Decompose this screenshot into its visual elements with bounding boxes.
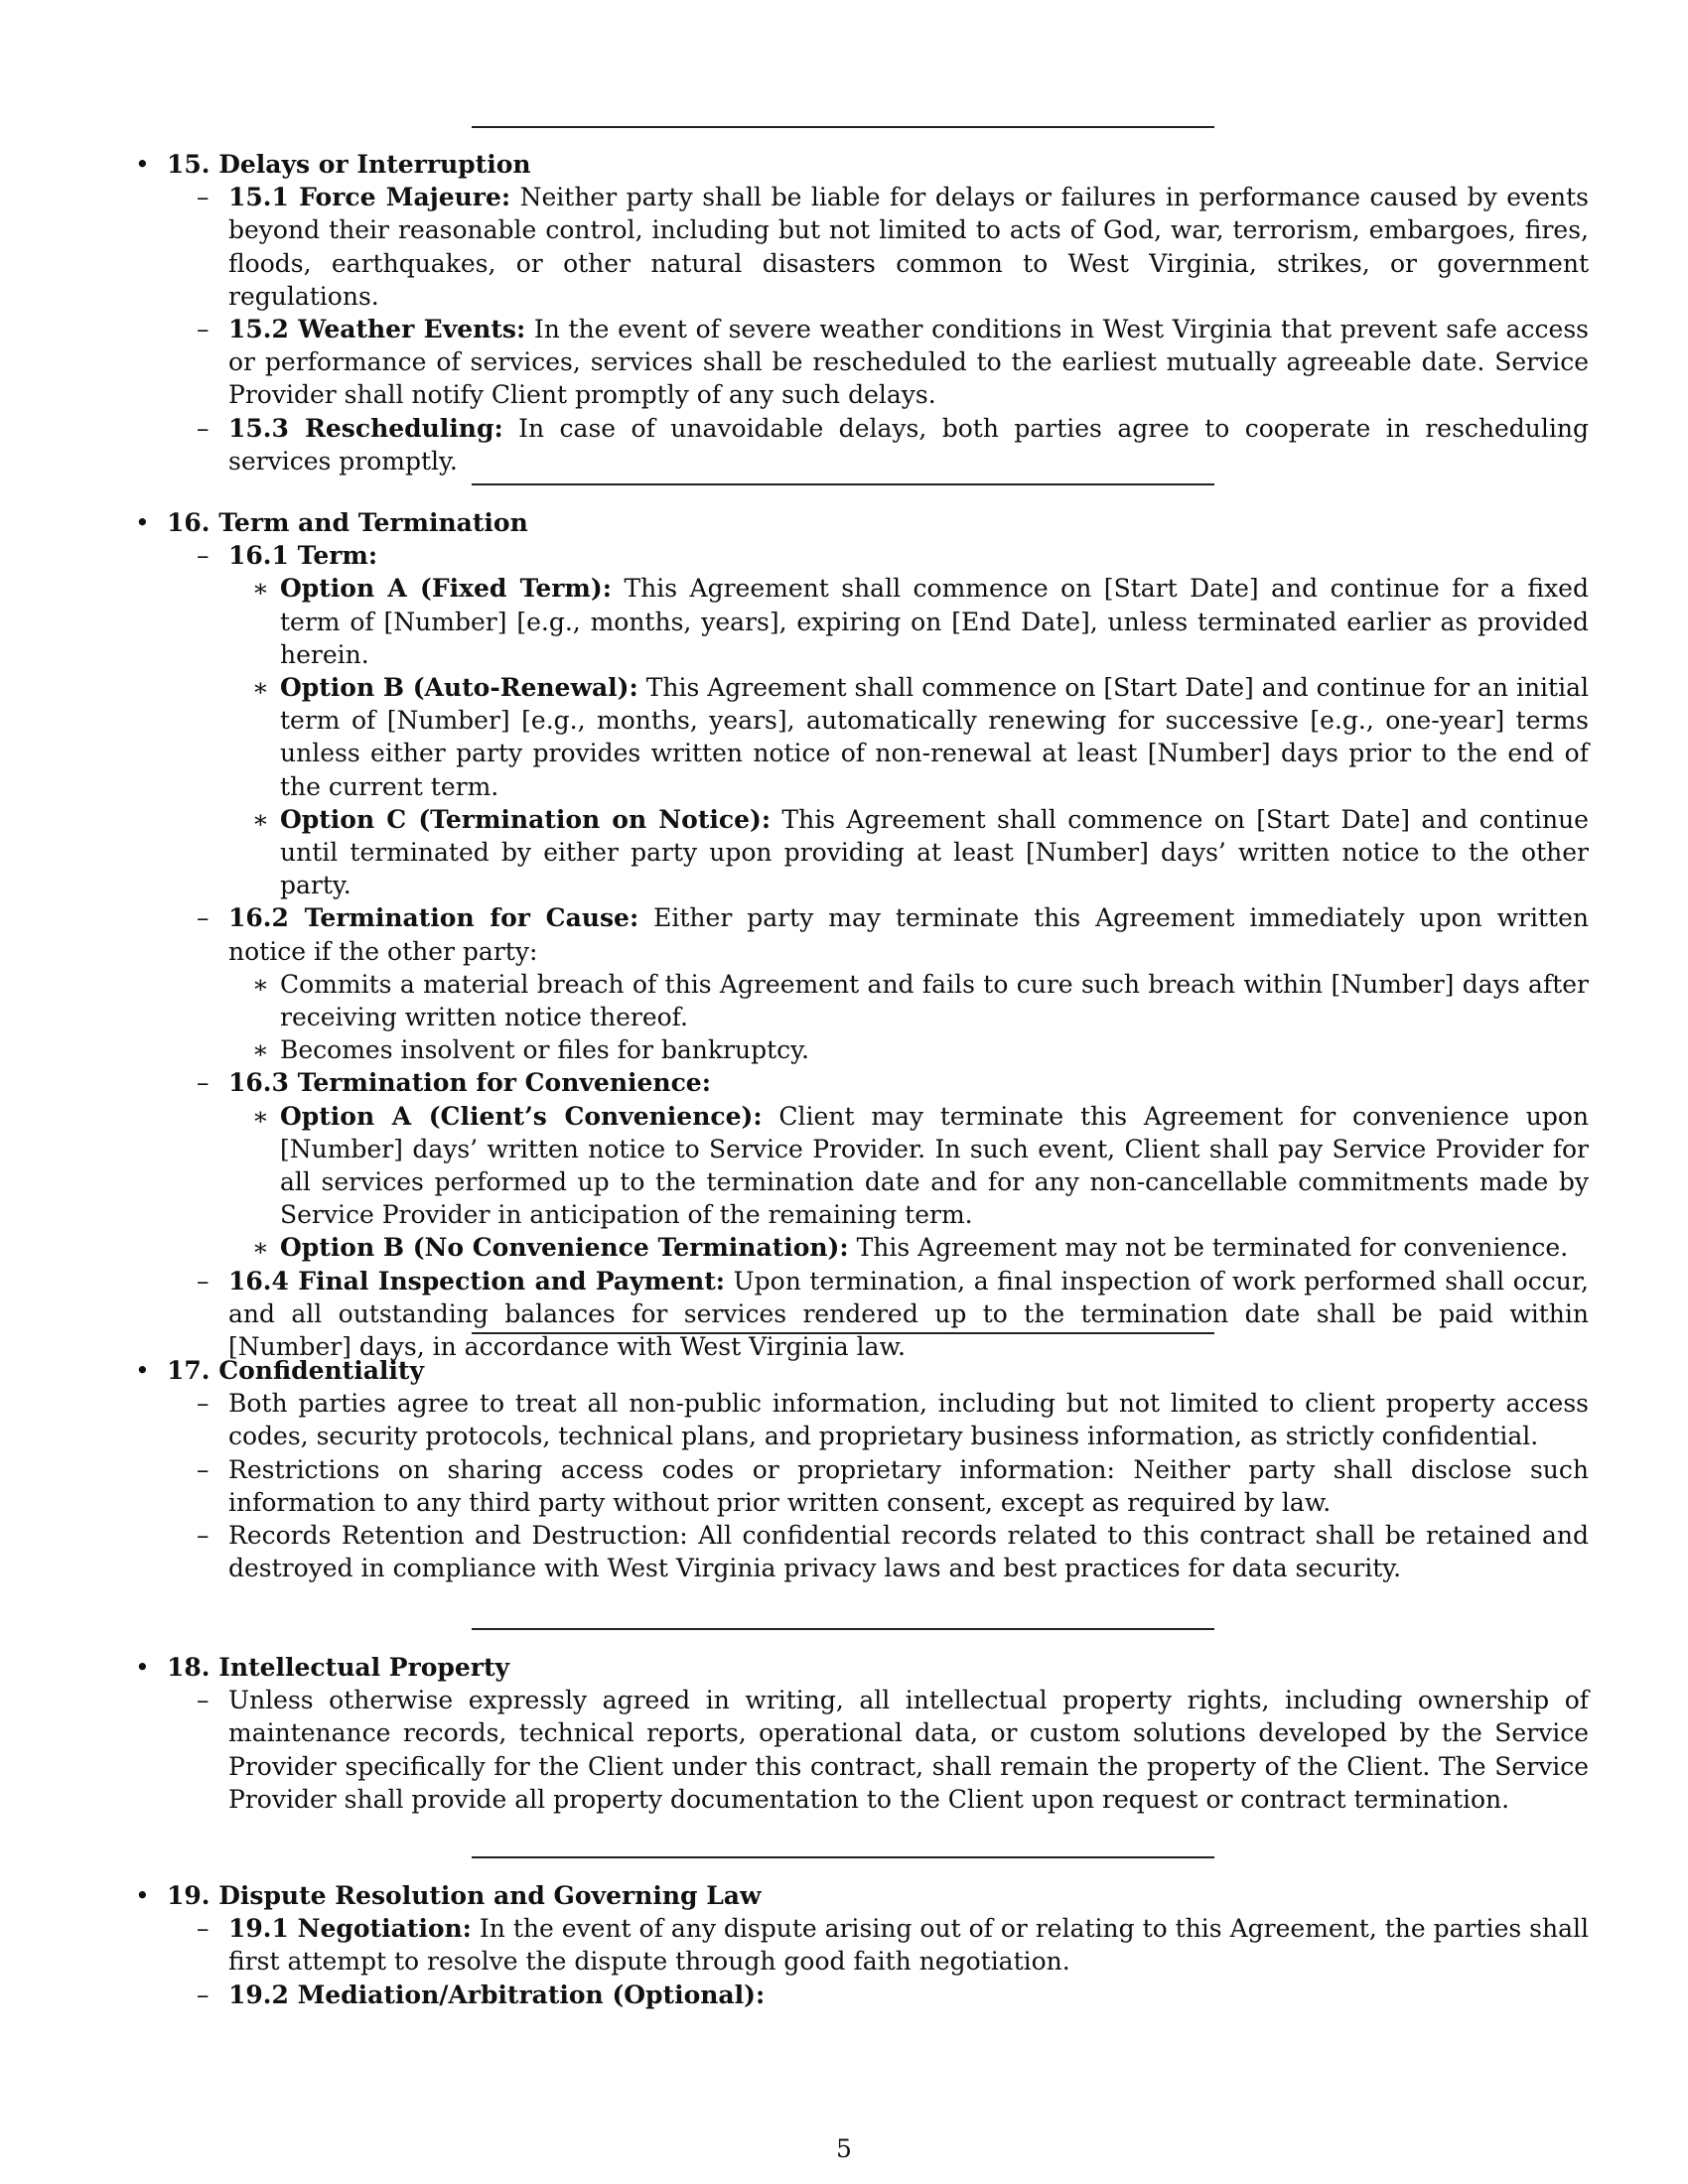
clause-text: Records Retention and Destruction: All confidential records related to this contract shall be retained and destroyed in compliance with West Virginia privacy laws and best practices for data security.	[228, 1521, 1589, 1583]
bullet-glyph: •	[135, 1653, 150, 1682]
list-item	[129, 968, 1589, 1033]
section-17	[129, 1354, 1589, 1584]
clause-text: Unless otherwise expressly agreed in writing, all intellectual property rights, including ownership of maintenance records, technical reports, operational data, or custom solutions developed by the Service Provider specifically for the Client under this contract, shall remain the property of the Client. The Service Provider shall provide all property documentation to the Client upon request or contract termination.	[228, 1686, 1589, 1814]
option-label: Option B (No Convenience Termination):	[280, 1233, 849, 1263]
clause-text: In the event of severe weather conditions in West Virginia that prevent safe access or performance of services, services shall be rescheduled to the earliest mutually agreeable date. Service Provider shall notify Client promptly of any such delays.	[228, 315, 1589, 410]
dash-glyph: –	[197, 315, 210, 344]
bullet-glyph: •	[135, 150, 150, 179]
list-item	[129, 1265, 1589, 1364]
option-label: Option B (Auto-Renewal):	[280, 673, 638, 703]
dash-glyph: –	[197, 1266, 210, 1296]
dash-glyph: –	[197, 541, 210, 571]
section-divider	[472, 1856, 1214, 1858]
list-item	[129, 1100, 1589, 1232]
list-item	[129, 1912, 1589, 1978]
section-heading: 17. Confidentiality	[167, 1356, 424, 1385]
list-item	[129, 181, 1589, 313]
list-item	[129, 1033, 1589, 1066]
clause-text: In case of unavoidable delays, both parties agree to cooperate in rescheduling services promptly.	[228, 413, 1589, 476]
dash-glyph: –	[197, 903, 210, 933]
section-15	[129, 148, 1589, 478]
list-item	[129, 1979, 1589, 2011]
star-glyph: ∗	[252, 1233, 269, 1263]
list-item	[129, 1387, 1589, 1452]
option-text: Commits a material breach of this Agreement and fails to cure such breach within [Number] days after receiving written notice thereof.	[280, 969, 1589, 1032]
clause-label: 15.1 Force Majeure:	[228, 183, 511, 212]
clause-text: Either party may terminate this Agreement immediately upon written notice if the other party:	[228, 903, 1589, 966]
dash-glyph: –	[197, 1686, 210, 1715]
section-divider	[472, 483, 1214, 485]
list-item	[129, 1519, 1589, 1584]
option-label: Option A (Client’s Convenience):	[280, 1101, 763, 1131]
dash-glyph: –	[197, 1454, 210, 1484]
star-glyph: ∗	[252, 969, 269, 999]
option-text: This Agreement shall commence on [Start Date] and continue for an initial term of [Number] [e.g., months, years], automatically renewing for successive [e.g., one-year] terms unless either party provides written notice of non-renewal at least [Number] days prior to the end of the current term.	[280, 673, 1589, 801]
clause-label: 16.2 Termination for Cause:	[228, 903, 639, 933]
section-heading: 15. Delays or Interruption	[167, 150, 531, 179]
option-text: Client may terminate this Agreement for convenience upon [Number] days’ written notice to Service Provider. In such event, Client shall pay Service Provider for all services performed up to the termination date and for any non-cancellable commitments made by Service Provider in anticipation of the remaining term.	[280, 1101, 1589, 1230]
clause-text: Upon termination, a final inspection of work performed shall occur, and all outstanding balances for services rendered up to the termination date shall be paid within [Number] days, in accordance with West Virginia law.	[228, 1266, 1589, 1362]
bullet-glyph: •	[135, 508, 150, 537]
section-heading: 19. Dispute Resolution and Governing Law	[167, 1881, 762, 1910]
option-label: Option A (Fixed Term):	[280, 574, 612, 604]
list-item	[129, 1066, 1589, 1099]
star-glyph: ∗	[252, 1101, 269, 1131]
list-item	[129, 1453, 1589, 1519]
list-item	[129, 1231, 1589, 1264]
dash-glyph: –	[197, 1914, 210, 1944]
clause-label: 19.1 Negotiation:	[228, 1914, 472, 1944]
clause-text: Both parties agree to treat all non-public information, including but not limited to client property access codes, security protocols, technical plans, and proprietary business information, as strictly confidential.	[228, 1389, 1589, 1451]
star-glyph: ∗	[252, 1035, 269, 1065]
bullet-glyph: •	[135, 1881, 150, 1910]
section-heading: 18. Intellectual Property	[167, 1653, 510, 1682]
section-16	[129, 506, 1589, 1363]
clause-label: 15.2 Weather Events:	[228, 315, 526, 344]
section-divider	[472, 126, 1214, 128]
clause-text: In the event of any dispute arising out of or relating to this Agreement, the parties shall first attempt to resolve the dispute through good faith negotiation.	[228, 1914, 1589, 1977]
section-19	[129, 1879, 1589, 2011]
clause-label: 16.1 Term:	[228, 541, 378, 571]
star-glyph: ∗	[252, 673, 269, 703]
dash-glyph: –	[197, 1979, 210, 2009]
clause-label: 16.4 Final Inspection and Payment:	[228, 1266, 725, 1296]
section-divider	[472, 1628, 1214, 1630]
list-item	[129, 901, 1589, 967]
option-text: This Agreement shall commence on [Start Date] and continue for a fixed term of [Number] [e.g., months, years], expiring on [End Date], unless terminated earlier as provided herein.	[280, 574, 1589, 669]
clause-label: 16.3 Termination for Convenience:	[228, 1068, 711, 1098]
option-text: This Agreement shall commence on [Start Date] and continue until terminated by either party upon providing at least [Number] days’ written notice to the other party.	[280, 804, 1589, 900]
list-item	[129, 572, 1589, 671]
dash-glyph: –	[197, 1389, 210, 1419]
list-item	[129, 671, 1589, 803]
clause-label: 19.2 Mediation/Arbitration (Optional):	[228, 1979, 766, 2009]
dash-glyph: –	[197, 413, 210, 443]
clause-text: Neither party shall be liable for delays or failures in performance caused by events beyond their reasonable control, including but not limited to acts of God, war, terrorism, embargoes, fires, floods, earthquakes, or other natural disasters common to West Virginia, strikes, or government regulations.	[228, 183, 1589, 311]
list-item	[129, 1684, 1589, 1816]
clause-text: Restrictions on sharing access codes or proprietary information: Neither party shall disclose such information to any third party without prior written consent, except as required by law.	[228, 1454, 1589, 1517]
star-glyph: ∗	[252, 804, 269, 834]
dash-glyph: –	[197, 1068, 210, 1098]
dash-glyph: –	[197, 1521, 210, 1551]
option-text: Becomes insolvent or files for bankruptcy.	[280, 1035, 809, 1065]
list-item	[129, 313, 1589, 412]
bullet-glyph: •	[135, 1356, 150, 1385]
list-item	[129, 539, 1589, 572]
list-item	[129, 803, 1589, 902]
dash-glyph: –	[197, 183, 210, 212]
list-item	[129, 412, 1589, 478]
section-18	[129, 1651, 1589, 1816]
section-heading: 16. Term and Termination	[167, 508, 528, 537]
option-text: This Agreement may not be terminated for convenience.	[856, 1233, 1569, 1263]
clause-label: 15.3 Rescheduling:	[228, 413, 503, 443]
page-number: 5	[836, 2134, 852, 2163]
option-label: Option C (Termination on Notice):	[280, 804, 772, 834]
star-glyph: ∗	[252, 574, 269, 604]
